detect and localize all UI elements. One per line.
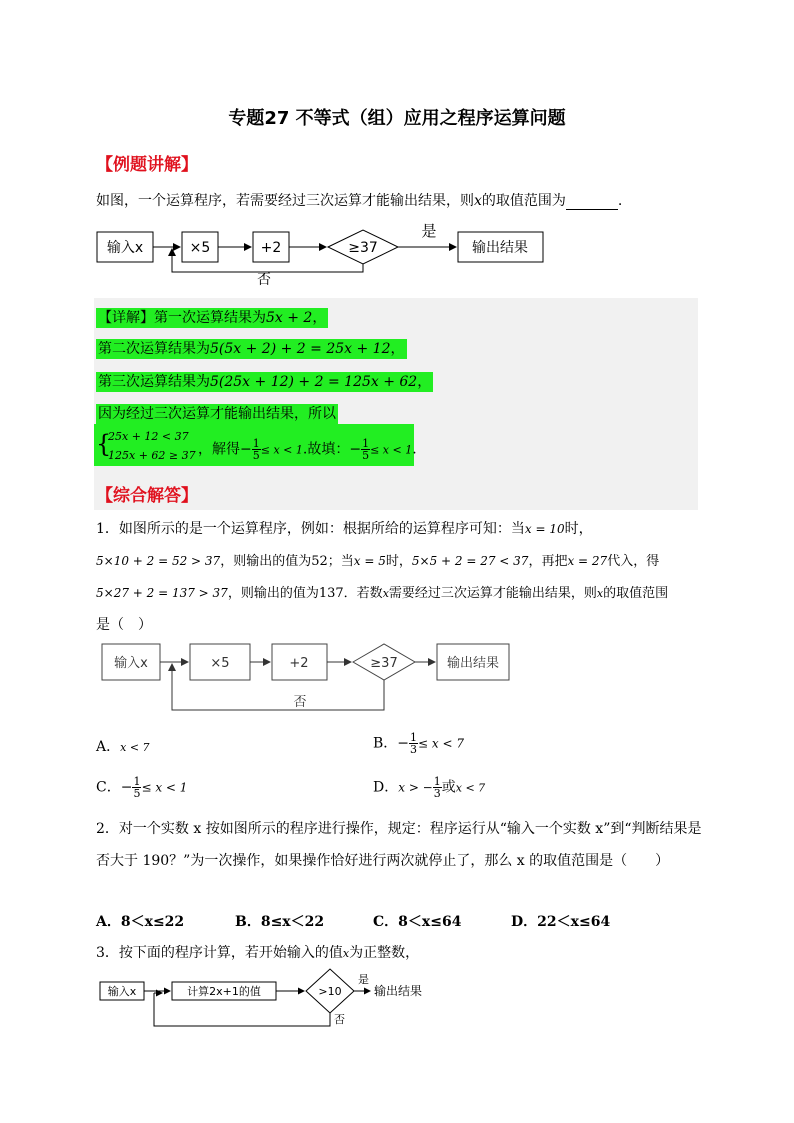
q1-math: x = 5	[353, 554, 386, 568]
q1-text: 时，	[385, 554, 412, 569]
q2-option-c[interactable]: C．8＜x≤64	[373, 914, 462, 930]
q1-option-c[interactable]	[96, 776, 187, 799]
q3-text: 为正整数，	[349, 945, 420, 961]
q1-math: x = 27	[567, 554, 608, 568]
q1-flowchart	[100, 640, 515, 714]
fraction-denominator: 5	[362, 449, 370, 462]
example-question-text-b: 的取值范围为	[481, 193, 566, 209]
page-title: 专题27 不等式（组）应用之程序运算问题	[228, 108, 566, 129]
q1-text: 时，	[564, 521, 593, 537]
q1-text: ，则输出的值为	[227, 586, 319, 601]
q3-var: x	[342, 947, 350, 960]
fraction-denominator: 3	[433, 787, 441, 800]
fraction-denominator: 5	[133, 787, 141, 800]
q1-text: ；当	[327, 554, 354, 569]
example-question-text-a: 如图，一个运算程序，若需要经过三次运算才能输出结果，则	[96, 193, 474, 209]
solution-line-4	[96, 403, 338, 423]
q2-line-1: 2．对一个实数 x 按如图所示的程序进行操作，规定：程序运行从“输入一个实数 x”到“判断结果是	[96, 821, 702, 837]
q1-var: x	[382, 587, 389, 600]
q2-line-2: 否大于 190？”为一次操作，如果操作恰好进行两次就停止了，那么 x 的取值范围是（ ）	[96, 853, 670, 869]
system-row: 125x + 62 ≥ 37	[108, 449, 196, 462]
solution-text: .故填：	[302, 441, 350, 458]
flow-condition-label: >10	[318, 985, 342, 998]
q1-math: 5×5 + 2 = 27 < 37	[411, 554, 529, 568]
flow-no-label: 否	[257, 272, 271, 288]
q2-option-a[interactable]: A．8＜x≤22	[96, 914, 185, 930]
flow-multiply-label: ×5	[210, 656, 230, 671]
q1-text: ，则输出的值为	[220, 554, 312, 569]
option-label: B．	[373, 735, 398, 752]
system-row: 25x + 12 < 37	[108, 430, 189, 443]
solution-math: 5(25x + 12) + 2 = 125x + 62	[210, 374, 418, 390]
fraction-denominator: 5	[252, 449, 260, 462]
solution-result	[198, 438, 417, 461]
q1-option-a[interactable]	[96, 736, 150, 756]
flow-condition-label: ≥37	[370, 656, 398, 671]
example-question	[96, 190, 622, 210]
system-brace: {	[96, 430, 112, 458]
fraction	[409, 732, 418, 755]
flow-input-label: 输入x	[107, 985, 137, 998]
q1-text: ，再把	[528, 554, 568, 569]
minus-sign: −	[120, 779, 133, 796]
q2-option-d[interactable]: D．22＜x≤64	[511, 914, 611, 930]
example-var: x	[474, 193, 482, 209]
q1-math: x = 10	[524, 522, 565, 536]
flow-calc-label: 计算2x+1的值	[187, 985, 261, 998]
flow-no-label: 否	[293, 695, 307, 710]
q1-math: 5×10 + 2 = 52 > 37	[96, 554, 221, 568]
q3-text: 3．按下面的程序计算，若开始输入的值	[96, 945, 343, 961]
flow-yes-label: 是	[421, 222, 437, 240]
q3-line-1	[96, 942, 419, 962]
solution-math: ≤ x < 1	[370, 443, 413, 457]
option-text: x < 7	[120, 741, 150, 754]
flow-yes-label: 是	[358, 973, 369, 986]
q1-text: ．若数	[343, 586, 383, 601]
q1-option-b[interactable]	[373, 732, 464, 755]
flow-input-label: 输入x	[114, 656, 148, 671]
section-heading-comprehensive: 【综合解答】	[96, 486, 198, 506]
q1-line-1	[96, 518, 593, 538]
q1-line-2	[96, 550, 659, 569]
solution-math: 5(5x + 2) + 2 = 25x + 12	[210, 341, 391, 357]
fraction	[252, 438, 261, 461]
q1-value: 137	[318, 586, 344, 601]
fraction-numerator: 1	[133, 775, 141, 788]
section-heading-examples: 【例题讲解】	[96, 155, 198, 175]
flow-output-label: 输出结果	[472, 240, 528, 256]
fraction-denominator: 3	[410, 743, 418, 756]
q1-math: 5×27 + 2 = 137 > 37	[96, 586, 228, 600]
example-question-end: .	[617, 193, 623, 209]
q3-flowchart	[96, 966, 446, 1030]
example-flowchart	[94, 222, 554, 288]
solution-text: 因为经过三次运算才能输出结果，所以	[98, 406, 336, 422]
fraction	[433, 776, 442, 799]
solution-punct: ，	[417, 374, 432, 390]
q1-text: 代入，得	[607, 554, 660, 569]
q1-text: 需要经过三次运算才能输出结果，则	[388, 586, 597, 601]
fraction	[361, 438, 370, 461]
flow-input-label: 输入x	[106, 240, 144, 256]
solution-line-1	[96, 307, 328, 327]
option-label: A．	[96, 739, 121, 755]
answer-blank	[566, 195, 618, 210]
q2-option-b[interactable]: B．8≤x＜22	[235, 914, 325, 930]
solution-line-3	[96, 371, 433, 391]
solution-punct: .	[412, 441, 417, 458]
flow-no-label: 否	[334, 1013, 345, 1026]
q1-line-3	[96, 582, 668, 601]
flow-output-label: 输出结果	[446, 656, 500, 671]
option-text: x > −	[398, 780, 433, 795]
option-label: D．	[373, 779, 399, 796]
solution-punct: ，	[312, 310, 327, 326]
option-text: x < 7	[455, 781, 486, 795]
minus-sign: −	[349, 441, 362, 458]
option-text: ≤ x < 1	[141, 780, 188, 795]
flow-add-label: +2	[289, 656, 309, 671]
fraction-numerator: 1	[410, 731, 418, 744]
inequality-system	[108, 427, 196, 465]
flow-multiply-label: ×5	[189, 240, 211, 256]
option-text: 或	[441, 779, 456, 796]
solution-math: ≤ x < 1	[260, 443, 303, 457]
minus-sign: −	[240, 441, 252, 458]
minus-sign: −	[397, 735, 410, 752]
flow-output-label: 输出结果	[374, 984, 423, 998]
q1-text: 的取值范围	[603, 586, 669, 601]
solution-text: 第二次运算结果为	[98, 341, 210, 357]
fraction-numerator: 1	[433, 775, 441, 788]
q1-text: 1．如图所示的是一个运算程序，例如：根据所给的运算程序可知：当	[96, 521, 525, 537]
q1-line-4: 是（ ）	[96, 617, 152, 633]
solution-punct: ，	[390, 341, 405, 357]
solution-line-2	[96, 338, 407, 358]
solution-text: ，解得	[198, 441, 240, 458]
fraction-numerator: 1	[252, 437, 260, 450]
fraction-numerator: 1	[362, 437, 370, 450]
option-label: C．	[96, 779, 121, 796]
q1-option-d[interactable]	[373, 776, 485, 799]
solution-text: 第三次运算结果为	[98, 374, 210, 390]
flow-condition-label: ≥37	[348, 240, 378, 256]
solution-text: 【详解】第一次运算结果为	[98, 310, 266, 326]
q1-value: 52	[311, 554, 328, 569]
flow-add-label: +2	[260, 240, 282, 256]
q1-var: x	[596, 587, 604, 600]
solution-math: 5x + 2	[266, 310, 313, 326]
option-text: ≤ x < 7	[418, 736, 464, 751]
